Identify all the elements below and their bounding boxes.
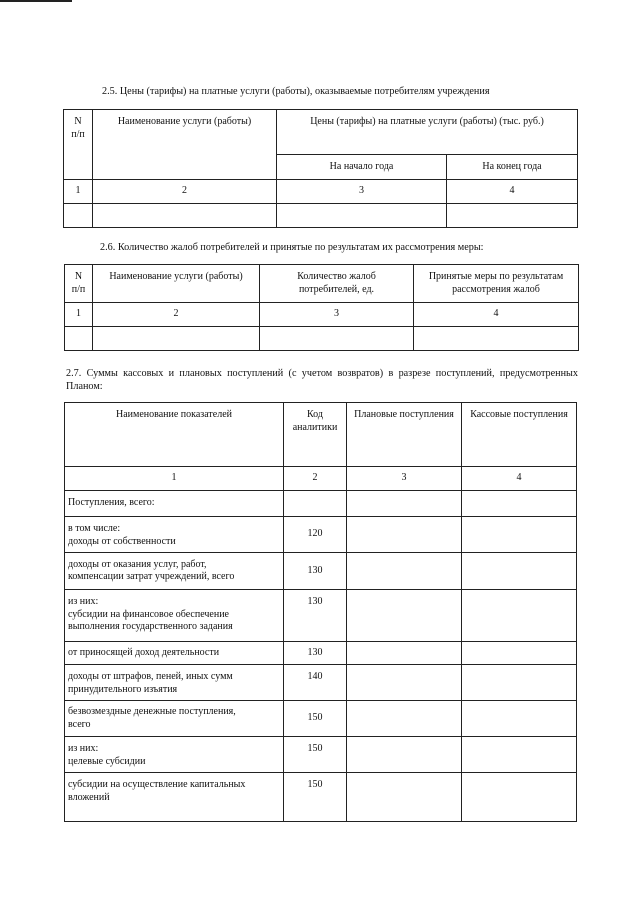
index-cell: 4: [447, 180, 578, 204]
table-row: [64, 204, 578, 228]
cash-value: [462, 553, 577, 590]
analytics-code: 150: [284, 773, 347, 822]
indicator-label: субсидии на осуществление капитальных вложений: [65, 773, 284, 822]
cash-value: [462, 642, 577, 665]
index-cell: 1: [65, 467, 284, 491]
col-header-cash-receipts: Кассовые поступления: [462, 403, 577, 467]
planned-value: [347, 590, 462, 642]
cash-value: [462, 773, 577, 822]
analytics-code: 150: [284, 701, 347, 737]
index-row: [65, 467, 577, 491]
empty-cell: [414, 327, 579, 351]
indicator-label: безвозмездные денежные поступления, всего: [65, 701, 284, 737]
table-row: [65, 701, 577, 737]
col-header-end-of-year: На конец года: [447, 155, 578, 180]
index-cell: 2: [93, 180, 277, 204]
col-header-service-name: Наименование услуги (работы): [93, 265, 260, 303]
col-header-start-of-year: На начало года: [277, 155, 447, 180]
col-header-planned-receipts: Плановые поступления: [347, 403, 462, 467]
table-row: [65, 665, 577, 701]
section-2-5-title: 2.5. Цены (тарифы) на платные услуги (работы), оказываемые потребителям учреждения: [102, 86, 490, 97]
planned-value: [347, 773, 462, 822]
cash-value: [462, 737, 577, 773]
cash-value: [462, 701, 577, 737]
empty-cell: [277, 204, 447, 228]
cash-value: [462, 491, 577, 517]
analytics-code: 120: [284, 517, 347, 553]
cash-value: [462, 665, 577, 701]
table-row: [65, 327, 579, 351]
planned-value: [347, 553, 462, 590]
prices-table: [63, 109, 578, 228]
section-2-6-title: 2.6. Количество жалоб потребителей и принятые по результатам их рассмотрения меры:: [100, 242, 484, 253]
index-cell: 4: [462, 467, 577, 491]
col-header-complaint-count: Количество жалоб потребителей, ед.: [260, 265, 414, 303]
empty-cell: [65, 327, 93, 351]
col-header-prices: Цены (тарифы) на платные услуги (работы) (тыс. руб.): [277, 110, 578, 155]
indicator-label: от приносящей доход деятельности: [65, 642, 284, 665]
indicator-label: в том числе: доходы от собственности: [65, 517, 284, 553]
analytics-code: 140: [284, 665, 347, 701]
table-row: [65, 553, 577, 590]
index-row: [65, 303, 579, 327]
index-cell: 3: [277, 180, 447, 204]
planned-value: [347, 701, 462, 737]
indicator-label: из них: целевые субсидии: [65, 737, 284, 773]
analytics-code: 130: [284, 590, 347, 642]
col-header-measures: Принятые меры по результатам рассмотрения жалоб: [414, 265, 579, 303]
col-header-number: N п/п: [64, 110, 93, 180]
analytics-code: 130: [284, 642, 347, 665]
indicator-label: доходы от штрафов, пеней, иных сумм принудительного изъятия: [65, 665, 284, 701]
index-cell: 4: [414, 303, 579, 327]
planned-value: [347, 491, 462, 517]
planned-value: [347, 517, 462, 553]
planned-value: [347, 665, 462, 701]
index-cell: 1: [64, 180, 93, 204]
planned-value: [347, 737, 462, 773]
indicator-label: из них: субсидии на финансовое обеспечение выполнения государственного задания: [65, 590, 284, 642]
col-header-indicator-name: Наименование показателей: [65, 403, 284, 467]
index-row: [64, 180, 578, 204]
empty-cell: [93, 327, 260, 351]
scan-corner-mark: [0, 0, 72, 2]
planned-value: [347, 642, 462, 665]
section-2-7-title: 2.7. Суммы кассовых и плановых поступлений (с учетом возвратов) в разрезе поступлений, предусмотренных Планом:: [66, 368, 578, 392]
index-cell: 2: [284, 467, 347, 491]
table-row: [65, 590, 577, 642]
empty-cell: [260, 327, 414, 351]
index-cell: 2: [93, 303, 260, 327]
table-row: [65, 737, 577, 773]
table-row: [65, 517, 577, 553]
indicator-label: доходы от оказания услуг, работ, компенсации затрат учреждений, всего: [65, 553, 284, 590]
col-header-number: N п/п: [65, 265, 93, 303]
table-row: [65, 491, 577, 517]
cash-value: [462, 590, 577, 642]
analytics-code: 130: [284, 553, 347, 590]
table-row: [65, 773, 577, 822]
indicator-label: Поступления, всего:: [65, 491, 284, 517]
analytics-code: 150: [284, 737, 347, 773]
col-header-service-name: Наименование услуги (работы): [93, 110, 277, 180]
index-cell: 3: [347, 467, 462, 491]
index-cell: 3: [260, 303, 414, 327]
index-cell: 1: [65, 303, 93, 327]
complaints-table: [64, 264, 579, 351]
empty-cell: [64, 204, 93, 228]
receipts-table: [64, 402, 577, 822]
empty-cell: [93, 204, 277, 228]
table-row: [65, 642, 577, 665]
empty-cell: [447, 204, 578, 228]
col-header-analytics-code: Код аналитики: [284, 403, 347, 467]
analytics-code: [284, 491, 347, 517]
cash-value: [462, 517, 577, 553]
